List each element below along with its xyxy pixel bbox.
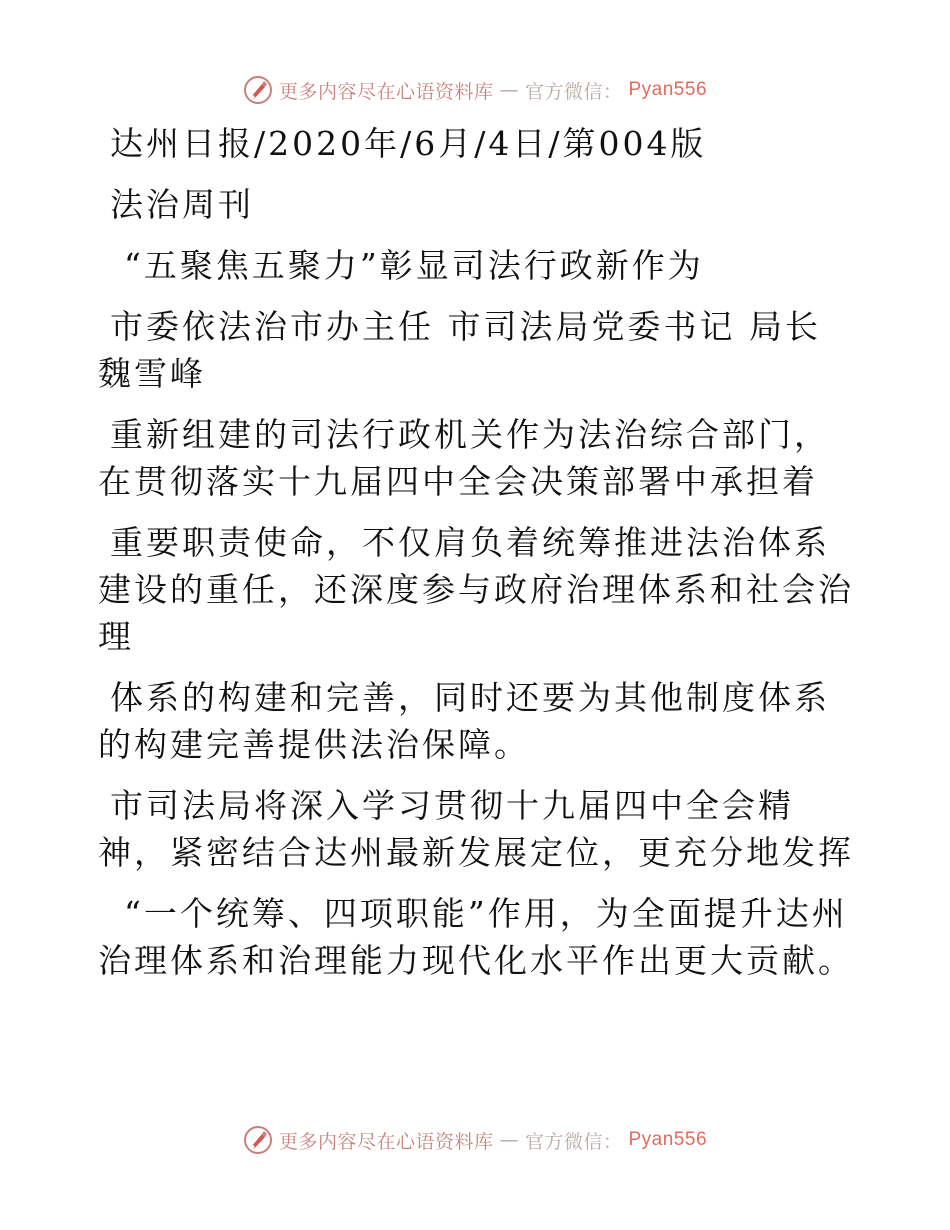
body-paragraph: 重新组建的司法行政机关作为法治综合部门，在贯彻落实十九届四中全会决策部署中承担着 [98, 415, 830, 501]
watermark-wechat-id: Pyan556 [628, 79, 708, 100]
watermark-dash: — [499, 1129, 519, 1151]
watermark-header [0, 70, 950, 110]
watermark-footer [0, 1120, 950, 1160]
body-paragraph: 体系的构建和完善，同时还要为其他制度体系的构建完善提供法治保障。 [98, 678, 830, 764]
fountain-pen-seal-icon [243, 75, 273, 105]
watermark-wechat-label: 官方微信： [524, 80, 623, 103]
issue-line: 达州日报/2020年/6月/4日/第004版 [110, 124, 707, 163]
column-name: 法治周刊 [110, 185, 254, 224]
watermark-text: 更多内容尽在心语资料库 [278, 80, 494, 103]
author-line: 市委依法治市办主任 市司法局党委书记 局长 魏雪峰 [98, 307, 835, 393]
watermark-dash: — [499, 79, 519, 101]
watermark-text: 更多内容尽在心语资料库 [278, 1130, 494, 1153]
fountain-pen-seal-icon [243, 1125, 273, 1155]
article-title: “五聚焦五聚力”彰显司法行政新作为 [124, 246, 704, 285]
watermark-wechat-label: 官方微信： [524, 1130, 623, 1153]
watermark-wechat-id: Pyan556 [628, 1129, 708, 1150]
body-paragraph: “一个统筹、四项职能”作用，为全面提升达州治理体系和治理能力现代化水平作出更大贡献。 [98, 894, 854, 980]
body-paragraph: 重要职责使命，不仅肩负着统筹推进法治体系建设的重任，还深度参与政府治理体系和社会治理 [98, 523, 854, 656]
body-paragraph: 市司法局将深入学习贯彻十九届四中全会精神，紧密结合达州最新发展定位，更充分地发挥 [98, 786, 854, 872]
document-body [98, 120, 858, 998]
